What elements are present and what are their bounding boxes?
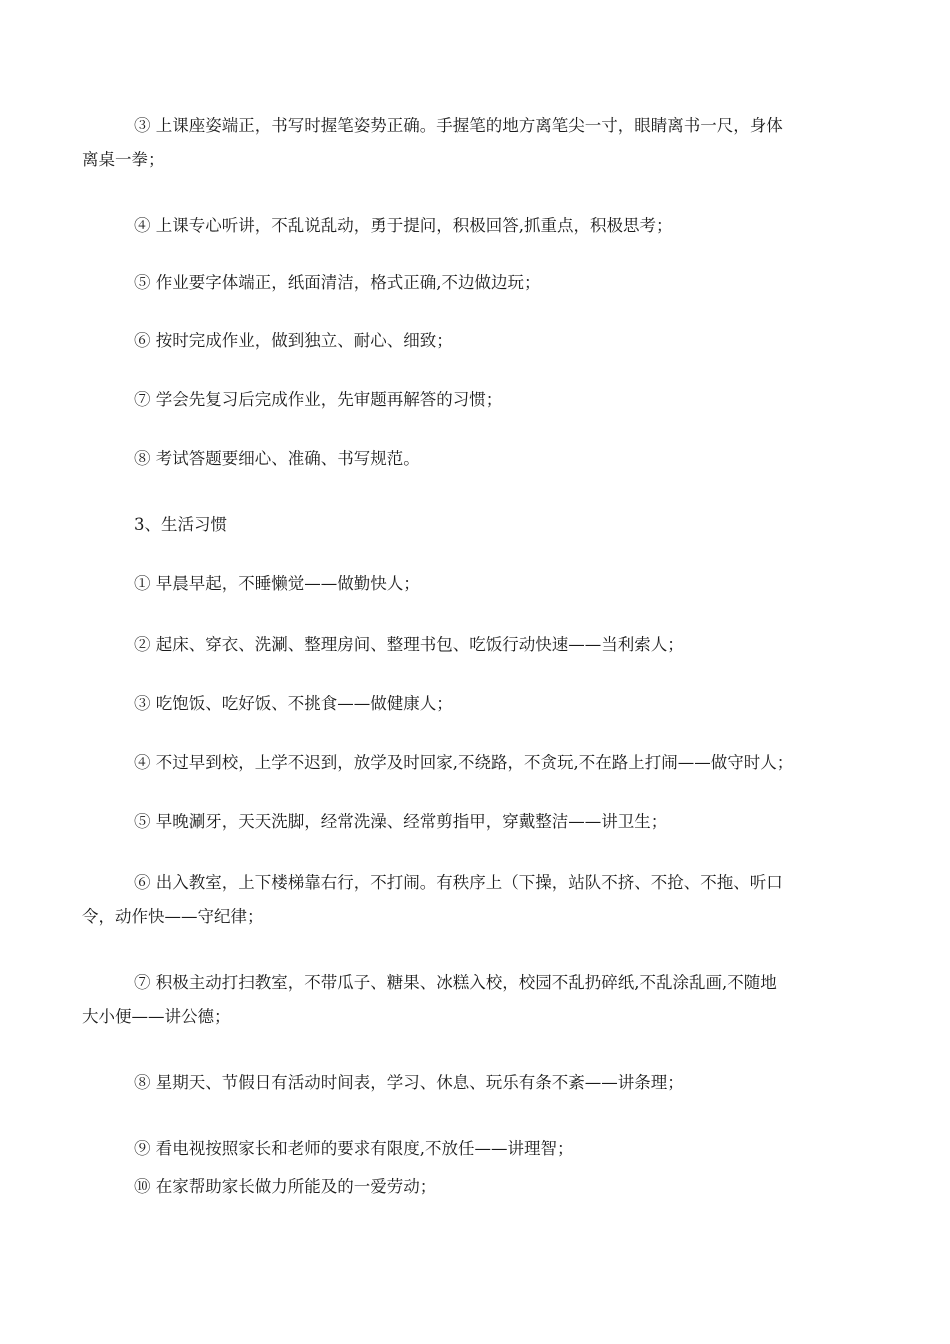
paragraph-line: ③ 上课座姿端正，书写时握笔姿势正确。手握笔的地方离笔尖一寸，眼睛离书一尺，身体 [134, 116, 783, 135]
paragraph-line: ⑦ 积极主动打扫教室，不带瓜子、糖果、冰糕入校，校园不乱扔碎纸,不乱涂乱画,不随地 [134, 973, 777, 992]
life-item-1 [82, 567, 872, 601]
life-item-4 [82, 746, 872, 780]
paragraph-line: ④ 上课专心听讲，不乱说乱动，勇于提问，积极回答,抓重点，积极思考； [134, 216, 673, 235]
paragraph-line: ③ 吃饱饭、吃好饭、不挑食——做健康人； [134, 694, 453, 713]
life-item-9 [82, 1132, 872, 1166]
paragraph-line: 离桌一拳； [82, 150, 165, 169]
paragraph-line: ⑨ 看电视按照家长和老师的要求有限度,不放任——讲理智； [134, 1139, 574, 1158]
study-item-7 [82, 383, 872, 417]
section-heading [82, 508, 872, 542]
section-heading-text: 3、生活习惯 [134, 515, 227, 534]
study-item-8 [82, 442, 872, 476]
study-item-6 [82, 324, 872, 358]
paragraph-line: ⑥ 按时完成作业，做到独立、耐心、细致； [134, 331, 453, 350]
paragraph-line: ⑧ 考试答题要细心、准确、书写规范。 [134, 449, 420, 468]
paragraph-line: ⑧ 星期天、节假日有活动时间表，学习、休息、玩乐有条不紊——讲条理； [134, 1073, 684, 1092]
paragraph-line: ⑤ 作业要字体端正，纸面清洁，格式正确,不边做边玩； [134, 273, 541, 292]
paragraph-line: ⑥ 出入教室，上下楼梯靠右行，不打闹。有秩序上（下操，站队不挤、不抢、不拖、听口 [134, 873, 783, 892]
life-item-7 [82, 966, 872, 1034]
life-item-2 [82, 628, 872, 662]
paragraph-line: ⑩ 在家帮助家长做力所能及的一爱劳动； [134, 1177, 437, 1196]
study-item-4 [82, 209, 872, 243]
paragraph-line: ⑤ 早晚涮牙，天天洗脚，经常洗澡、经常剪指甲，穿戴整洁——讲卫生； [134, 812, 668, 831]
life-item-10 [82, 1170, 872, 1204]
paragraph-line: ② 起床、穿衣、洗涮、整理房间、整理书包、吃饭行动快速——当利索人； [134, 635, 684, 654]
life-item-8 [82, 1066, 872, 1100]
life-item-6 [82, 866, 872, 934]
paragraph-line: 大小便——讲公德； [82, 1007, 231, 1026]
paragraph-line: ④ 不过早到校，上学不迟到，放学及时回家,不绕路，不贪玩,不在路上打闹——做守时人； [134, 753, 794, 772]
life-item-3 [82, 687, 872, 721]
paragraph-line: ⑦ 学会先复习后完成作业，先审题再解答的习惯； [134, 390, 503, 409]
paragraph-line: ① 早晨早起，不睡懒觉——做勤快人； [134, 574, 420, 593]
study-item-3 [82, 109, 872, 177]
paragraph-line: 令，动作快——守纪律； [82, 907, 264, 926]
life-item-5 [82, 805, 872, 839]
study-item-5 [82, 266, 872, 300]
